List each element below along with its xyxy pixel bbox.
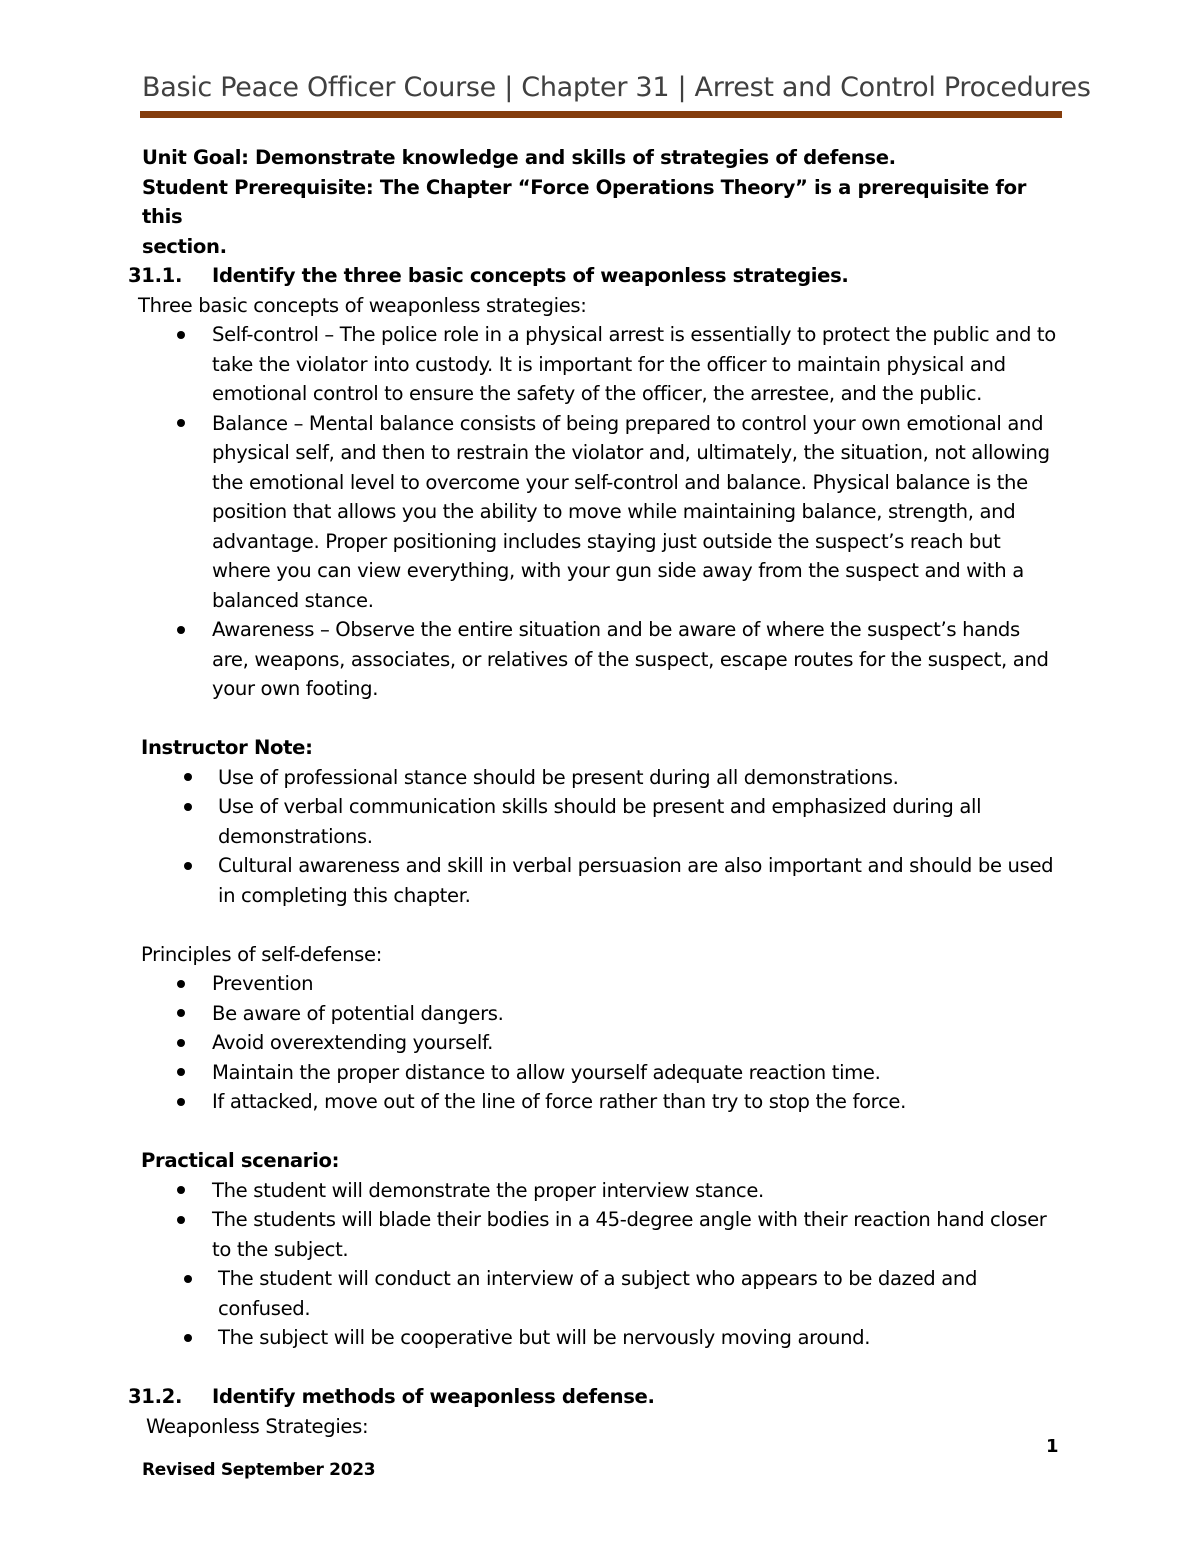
list-item <box>0 1205 1200 1264</box>
bullet-icon <box>177 980 185 988</box>
list-item-text: Use of professional stance should be present during all demonstrations. <box>218 765 899 789</box>
instructor-note-heading: Instructor Note: <box>141 736 313 759</box>
objective-title: Identify methods of weaponless defense. <box>212 1385 655 1408</box>
list-item <box>0 1176 1200 1206</box>
bullet-icon <box>177 1098 185 1106</box>
list-item-text: The student will conduct an interview of a subject who appears to be dazed and confused. <box>218 1267 978 1320</box>
bullet-icon <box>177 626 185 634</box>
header-rule <box>140 111 1062 118</box>
list-item-text: Maintain the proper distance to allow yourself adequate reaction time. <box>212 1060 881 1084</box>
list-item <box>0 1028 1200 1058</box>
bullet-icon <box>177 1009 185 1017</box>
practical-scenario-heading: Practical scenario: <box>141 1149 340 1172</box>
page-number: 1 <box>1046 1436 1059 1457</box>
concepts-lead: Three basic concepts of weaponless strategies: <box>138 293 587 317</box>
unit-goal: Unit Goal: Demonstrate knowledge and skills of strategies of defense. <box>142 146 896 169</box>
concepts-list <box>0 320 1200 704</box>
list-item-text: Be aware of potential dangers. <box>212 1001 504 1025</box>
objective-title: Identify the three basic concepts of weaponless strategies. <box>212 264 849 287</box>
revision-footer: Revised September 2023 <box>142 1460 376 1480</box>
list-item <box>0 409 1200 616</box>
bullet-icon <box>177 1068 185 1076</box>
list-item <box>0 1264 1200 1323</box>
list-item <box>0 763 1200 793</box>
list-item-text: Awareness – Observe the entire situation and be aware of where the suspect’s hands are, weapons, associates, or relatives of the suspect, escape routes for the suspect, and your own footing. <box>212 618 1049 700</box>
weaponless-strategies-lead: Weaponless Strategies: <box>146 1414 369 1438</box>
objective-31-2 <box>128 1382 1200 1412</box>
list-item-text: Balance – Mental balance consists of being prepared to control your own emotional and physical self, and then to restrain the violator and, ultimately, the situation, not allowing the emotional level to overcome your self-control and balance. Physical balance is the position that allows you the ability to move while maintaining balance, strength, and advantage. Proper positioning includes staying just outside the suspect’s reach but where you can view everything, with your gun side away from the suspect and with a balanced stance. <box>212 411 1050 612</box>
list-item <box>0 320 1200 409</box>
bullet-icon <box>184 1334 192 1342</box>
student-prerequisite-line-2: section. <box>142 234 227 258</box>
bullet-icon <box>177 1186 185 1194</box>
instructor-note-list <box>0 763 1200 911</box>
practical-scenario-list-continued <box>0 1264 1200 1353</box>
list-item-text: Self-control – The police role in a physical arrest is essentially to protect the public and to take the violator into custody. It is important for the officer to maintain physical and emotional control to ensure the safety of the officer, the arrestee, and the public. <box>212 323 1056 405</box>
list-item <box>0 615 1200 704</box>
bullet-icon <box>177 1216 185 1224</box>
bullet-icon <box>177 331 185 339</box>
self-defense-heading: Principles of self-defense: <box>141 942 382 966</box>
practical-scenario-list <box>0 1176 1200 1265</box>
list-item <box>0 792 1200 851</box>
self-defense-list <box>0 969 1200 1117</box>
bullet-icon <box>184 773 192 781</box>
bullet-icon <box>177 1039 185 1047</box>
objective-number: 31.2. <box>128 1385 183 1408</box>
list-item <box>0 999 1200 1029</box>
list-item-text: Prevention <box>212 972 314 995</box>
page-header-title: Basic Peace Officer Course | Chapter 31 | Arrest and Control Procedures <box>142 72 1091 103</box>
list-item-text: The student will demonstrate the proper interview stance. <box>212 1178 764 1202</box>
page-body <box>0 143 1200 1441</box>
bullet-icon <box>184 1275 192 1283</box>
objective-31-1 <box>128 261 1200 291</box>
bullet-icon <box>184 803 192 811</box>
bullet-icon <box>184 862 192 870</box>
objective-number: 31.1. <box>128 264 183 287</box>
list-item <box>0 851 1200 910</box>
list-item <box>0 1087 1200 1117</box>
list-item-text: The students will blade their bodies in a 45-degree angle with their reaction hand closer to the subject. <box>212 1208 1047 1261</box>
list-item-text: The subject will be cooperative but will be nervously moving around. <box>218 1326 871 1349</box>
student-prerequisite-line-1: Student Prerequisite: The Chapter “Force Operations Theory” is a prerequisite for this <box>142 175 1027 228</box>
list-item <box>0 969 1200 999</box>
list-item <box>0 1058 1200 1088</box>
list-item-text: Cultural awareness and skill in verbal persuasion are also important and should be used in completing this chapter. <box>218 854 1054 907</box>
bullet-icon <box>177 419 185 427</box>
list-item <box>0 1323 1200 1353</box>
list-item-text: Use of verbal communication skills should be present and emphasized during all demonstrations. <box>218 795 982 848</box>
list-item-text: If attacked, move out of the line of force rather than try to stop the force. <box>212 1090 906 1113</box>
list-item-text: Avoid overextending yourself. <box>212 1031 493 1054</box>
